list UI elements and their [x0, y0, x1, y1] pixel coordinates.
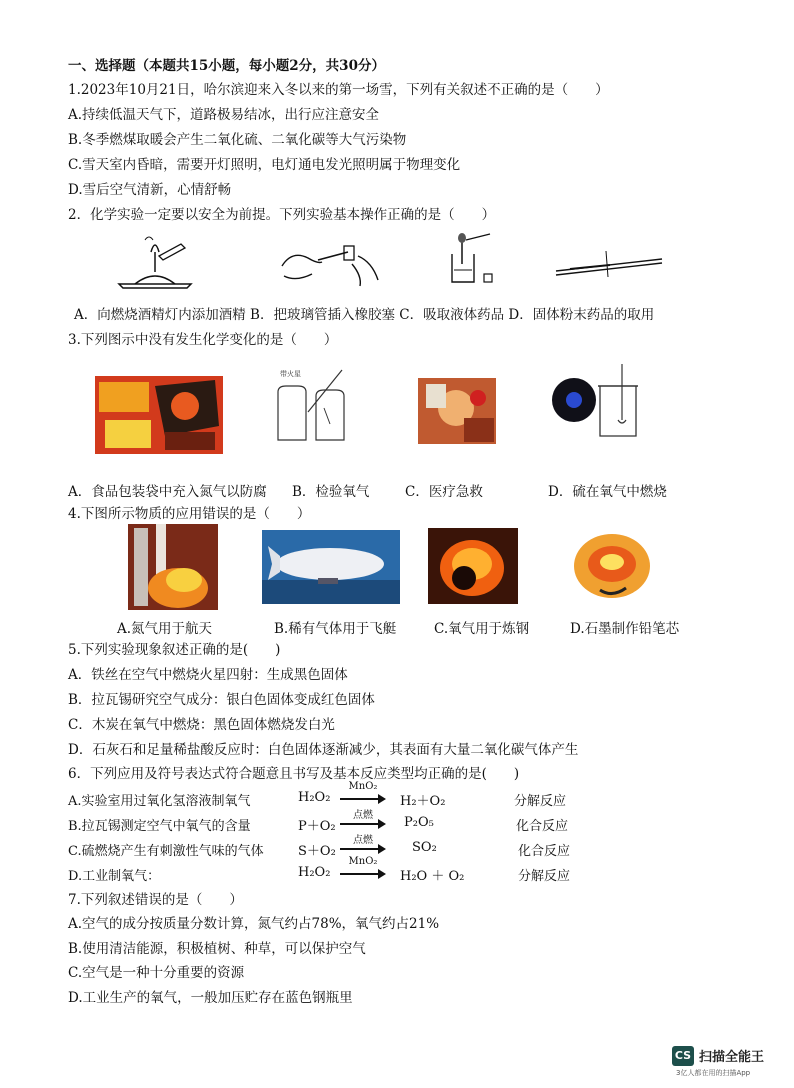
steelmaking-photo: [428, 528, 518, 604]
q6-row-b-condition: 点燃: [353, 810, 373, 821]
alcohol-lamp-figure: [115, 232, 195, 290]
q6-row-a-condition: MnO₂: [348, 781, 378, 792]
q6-row-c-arrow: [340, 835, 386, 854]
q6-row-d-type: 分解反应: [518, 869, 571, 884]
q6-row-c-type: 化合反应: [518, 844, 571, 859]
q6-row-a-products: H₂＋O₂: [400, 794, 446, 809]
q4-option-a: A.氮气用于航天: [117, 621, 213, 637]
q6-row-d-products: H₂O ＋ O₂: [400, 869, 465, 884]
q5-option-b: B．拉瓦锡研究空气成分：银白色固体变成红色固体: [68, 692, 375, 708]
q6-row-b-reactants: P＋O₂: [298, 819, 336, 834]
camscanner-logo-icon: CS: [672, 1046, 694, 1066]
camscanner-name: 扫描全能王: [699, 1050, 765, 1065]
dropper-liquid-figure: [440, 230, 500, 288]
q4-option-b: B.稀有气体用于飞艇: [274, 621, 397, 637]
q6-row-c-condition: 点燃: [353, 835, 373, 846]
q6-row-d-reactants: H₂O₂: [298, 865, 331, 880]
q6-row-b-products: P₂O₅: [404, 815, 434, 830]
q7-option-a: A.空气的成分按质量分数计算，氮气约占78%，氧气约占21%: [68, 916, 440, 932]
sulfur-burning-oxygen-figure: [548, 360, 648, 444]
q5-option-a: A．铁丝在空气中燃烧火星四射：生成黑色固体: [68, 667, 348, 683]
airship-photo: [262, 530, 400, 604]
q4-stem: 4.下图所示物质的应用错误的是（ ）: [68, 506, 311, 522]
q3-option-a: A．食品包装袋中充入氮气以防腐: [68, 484, 267, 500]
q6-row-a-desc: A.实验室用过氧化氢溶液制氧气: [68, 794, 251, 809]
q3-stem: 3.下列图示中没有发生化学变化的是（ ）: [68, 332, 338, 348]
q6-row-a-type: 分解反应: [514, 794, 567, 809]
section-title: 一、选择题（本题共15小题，每小题2分，共30分）: [68, 58, 385, 74]
svg-text:带火星: 带火星: [280, 370, 301, 378]
q1-option-d: D.雪后空气清新，心情舒畅: [68, 182, 232, 198]
camscanner-watermark: [672, 1044, 782, 1080]
food-packaging-photo: [95, 376, 223, 454]
q1-option-a: A.持续低温天气下，道路极易结冰，出行应注意安全: [68, 107, 380, 123]
q1-option-c: C.雪天室内昏暗，需要开灯照明，电灯通电发光照明属于物理变化: [68, 157, 461, 173]
q3-option-b: B．检验氧气: [292, 484, 370, 500]
q6-row-a-arrow: [340, 781, 386, 804]
q4-option-c: C.氧气用于炼钢: [434, 621, 530, 637]
q2-options: A．向燃烧酒精灯内添加酒精 B．把玻璃管插入橡胶塞 C．吸取液体药品 D．固体粉末药品的取用: [74, 307, 655, 323]
graphite-sparks-figure: [570, 530, 654, 602]
q6-row-c-desc: C.硫燃烧产生有刺激性气味的气体: [68, 844, 264, 859]
q5-option-d: D．石灰石和足量稀盐酸反应时：白色固体逐渐减少，其表面有大量二氧化碳气体产生: [68, 742, 579, 758]
q6-row-b-arrow: [340, 810, 386, 829]
q6-row-d-condition: MnO₂: [348, 856, 378, 867]
q6-row-b-type: 化合反应: [516, 819, 569, 834]
q1-stem: 1.2023年10月21日，哈尔滨迎来入冬以来的第一场雪，下列有关叙述不正确的是（ ）: [68, 82, 609, 98]
rocket-launch-photo: [128, 524, 218, 610]
oxygen-test-figure: [268, 366, 354, 446]
q1-option-b: B.冬季燃煤取暖会产生二氧化硫、二氧化碳等大气污染物: [68, 132, 407, 148]
q7-stem: 7.下列叙述错误的是（ ）: [68, 892, 243, 908]
glass-tube-rubber-stopper-figure: [278, 236, 388, 288]
q6-row-b-desc: B.拉瓦锡测定空气中氧气的含量: [68, 819, 251, 834]
q3-option-c: C．医疗急救: [405, 484, 483, 500]
q3-option-d: D．硫在氧气中燃烧: [548, 484, 667, 500]
medical-rescue-photo: [418, 378, 496, 444]
q6-row-a-reactants: H₂O₂: [298, 790, 331, 805]
q7-option-b: B.使用清洁能源，积极植树、种草，可以保护空气: [68, 941, 366, 957]
q5-stem: 5.下列实验现象叙述正确的是( ): [68, 642, 281, 658]
q7-option-c: C.空气是一种十分重要的资源: [68, 965, 245, 981]
q7-option-d: D.工业生产的氧气，一般加压贮存在蓝色钢瓶里: [68, 990, 353, 1006]
q6-row-d-arrow: [340, 856, 386, 879]
camscanner-tagline: 3亿人都在用的扫描App: [676, 1069, 751, 1077]
q5-option-c: C．木炭在氧气中燃烧：黑色固体燃烧发白光: [68, 717, 335, 733]
q6-row-d-desc: D.工业制氧气：: [68, 869, 161, 884]
powder-reagent-figure: [550, 245, 670, 281]
q6-row-c-reactants: S＋O₂: [298, 844, 336, 859]
q4-option-d: D.石墨制作铅笔芯: [570, 621, 680, 637]
q6-stem: 6．下列应用及符号表达式符合题意且书写及基本反应类型均正确的是( ): [68, 766, 520, 782]
q2-stem: 2．化学实验一定要以安全为前提。下列实验基本操作正确的是（ ）: [68, 207, 496, 223]
q6-row-c-products: SO₂: [412, 840, 437, 855]
